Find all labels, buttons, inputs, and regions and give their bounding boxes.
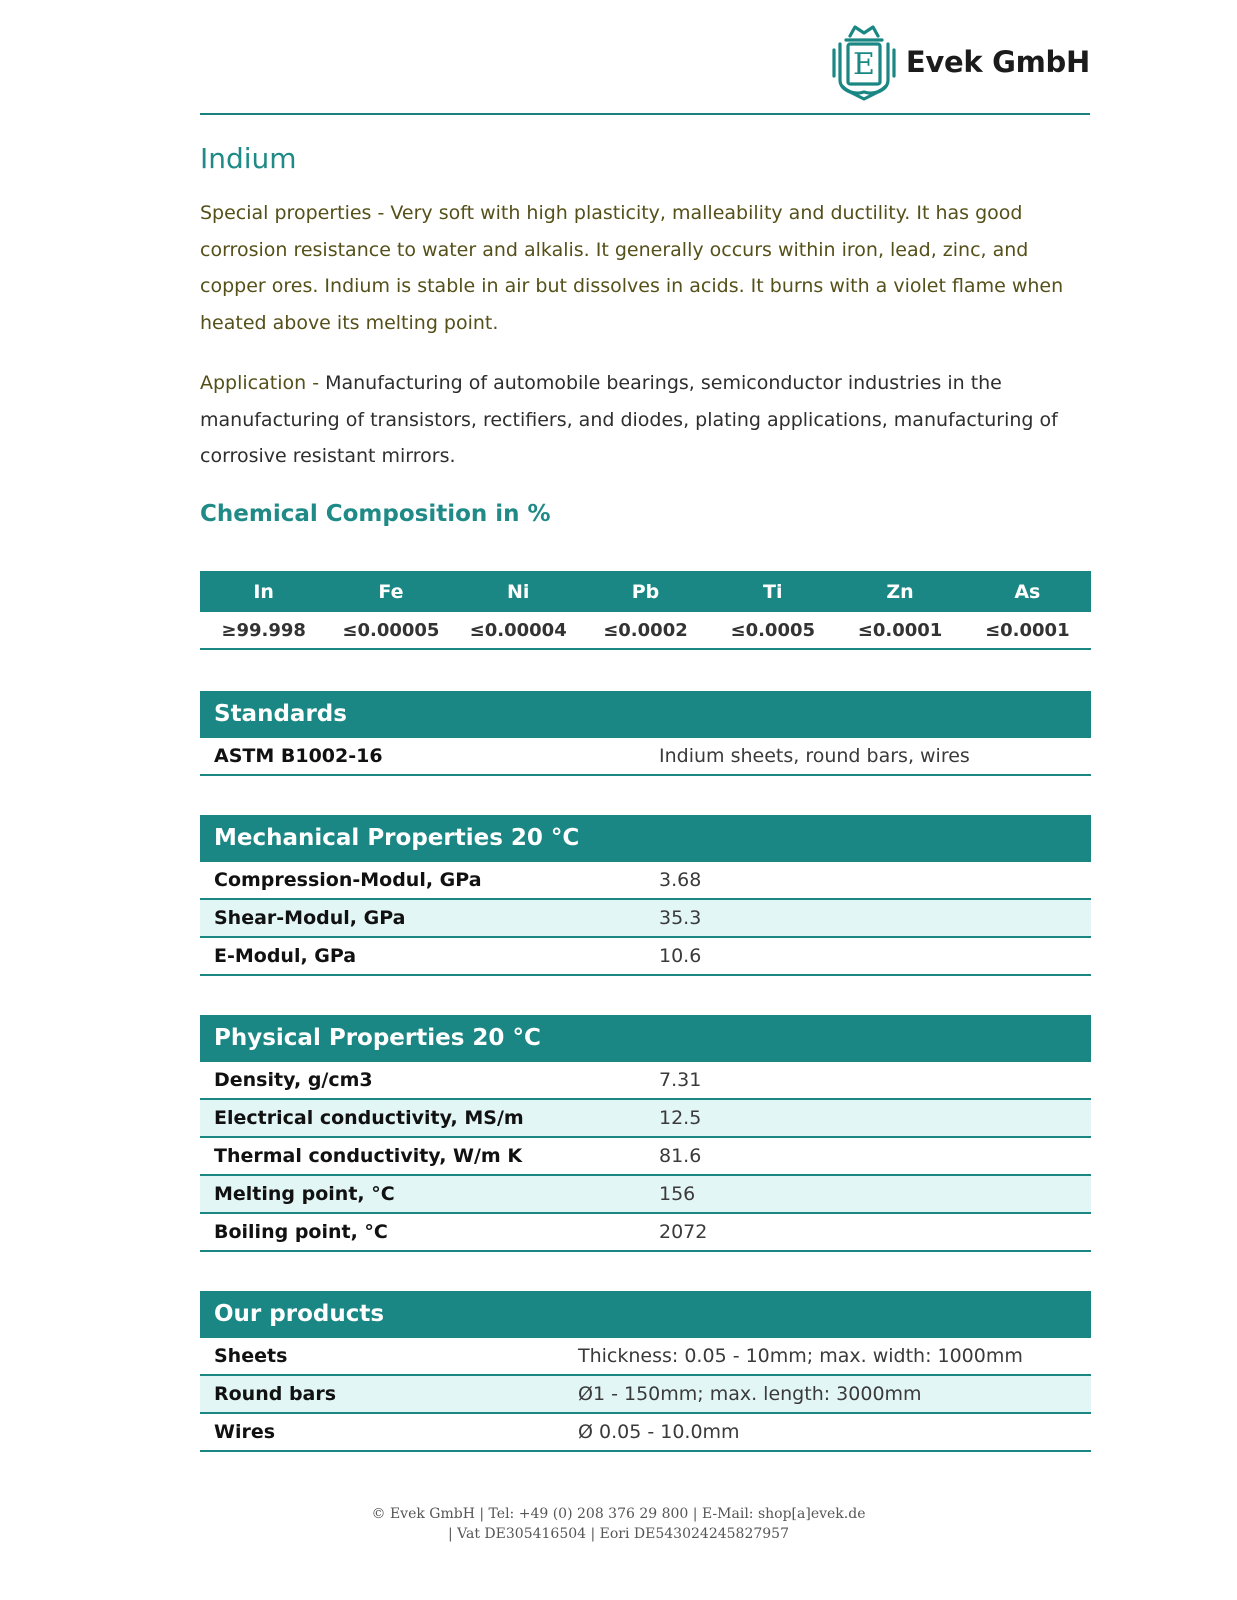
mechanical-properties-table (200, 815, 1091, 976)
application-text: Manufacturing of automobile bearings, semiconductor industries in the manufacturing of transistors, rectifiers, and diodes, plating applications, manufacturing of corrosive resistant mirrors. (200, 372, 1058, 467)
logo-letter: E (852, 47, 875, 82)
property-name: Boiling point, °C (200, 1213, 645, 1251)
property-value: 3.68 (645, 861, 1091, 899)
property-name: Compression-Modul, GPa (200, 861, 645, 899)
footer-registration-line: | Vat DE305416504 | Eori DE543024245827957 (448, 1526, 789, 1542)
element-header: Pb (582, 571, 709, 612)
page-title: Indium (200, 142, 297, 175)
element-value: ≤0.0005 (709, 612, 836, 649)
application-paragraph (200, 365, 1080, 475)
product-spec: Ø 0.05 - 10.0mm (564, 1413, 1091, 1451)
table-row (200, 899, 1091, 937)
mechanical-heading: Mechanical Properties 20 °C (200, 815, 1091, 861)
application-label: Application - (200, 372, 320, 394)
element-header: Fe (327, 571, 454, 612)
chemical-values-row (200, 612, 1091, 649)
property-value: 12.5 (645, 1099, 1091, 1137)
standard-description: Indium sheets, round bars, wires (645, 737, 1091, 775)
page-header (200, 20, 1090, 115)
element-header: Ni (455, 571, 582, 612)
physical-properties-table (200, 1015, 1091, 1252)
table-row (200, 1099, 1091, 1137)
element-value: ≤0.0001 (836, 612, 963, 649)
property-name: Thermal conductivity, W/m K (200, 1137, 645, 1175)
standard-code: ASTM B1002-16 (200, 737, 645, 775)
table-row (200, 1137, 1091, 1175)
special-properties-paragraph (200, 195, 1080, 341)
table-row (200, 1337, 1091, 1375)
property-name: Electrical conductivity, MS/m (200, 1099, 645, 1137)
product-name: Sheets (200, 1337, 564, 1375)
special-properties-label: Special properties (200, 202, 372, 224)
table-row (200, 1061, 1091, 1099)
property-value: 156 (645, 1175, 1091, 1213)
product-name: Wires (200, 1413, 564, 1451)
property-name: Density, g/cm3 (200, 1061, 645, 1099)
element-value: ≤0.00004 (455, 612, 582, 649)
standards-heading: Standards (200, 691, 1091, 737)
property-value: 81.6 (645, 1137, 1091, 1175)
element-header: Zn (836, 571, 963, 612)
element-value: ≥99.998 (200, 612, 327, 649)
property-name: Shear-Modul, GPa (200, 899, 645, 937)
property-value: 7.31 (645, 1061, 1091, 1099)
products-table (200, 1291, 1091, 1452)
element-header: As (964, 571, 1091, 612)
page-footer (0, 1504, 1237, 1544)
property-value: 2072 (645, 1213, 1091, 1251)
brand-name: Evek GmbH (905, 45, 1090, 79)
product-name: Round bars (200, 1375, 564, 1413)
standards-table (200, 691, 1091, 776)
element-value: ≤0.0001 (964, 612, 1091, 649)
chemical-header-row (200, 571, 1091, 612)
footer-contact-line: © Evek GmbH | Tel: +49 (0) 208 376 29 800 | E-Mail: shop[a]evek.de (371, 1506, 866, 1522)
table-row (200, 1213, 1091, 1251)
product-spec: Ø1 - 150mm; max. length: 3000mm (564, 1375, 1091, 1413)
property-value: 35.3 (645, 899, 1091, 937)
chemical-composition-table (200, 571, 1091, 650)
element-header: Ti (709, 571, 836, 612)
property-value: 10.6 (645, 937, 1091, 975)
property-name: Melting point, °C (200, 1175, 645, 1213)
table-row (200, 737, 1091, 775)
element-value: ≤0.00005 (327, 612, 454, 649)
chemical-composition-heading: Chemical Composition in % (200, 501, 551, 527)
products-heading: Our products (200, 1291, 1091, 1337)
header-divider (200, 113, 1090, 115)
table-row (200, 1375, 1091, 1413)
special-properties-text: - Very soft with high plasticity, malleability and ductility. It has good corrosion resistance to water and alkalis. It generally occurs within iron, lead, zinc, and copper ores. Indium is stable in air but dissolves in acids. It burns with a violet flame when heated above its melting point. (200, 202, 1064, 334)
element-header: In (200, 571, 327, 612)
product-spec: Thickness: 0.05 - 10mm; max. width: 1000mm (564, 1337, 1091, 1375)
table-row (200, 937, 1091, 975)
property-name: E-Modul, GPa (200, 937, 645, 975)
table-row (200, 1175, 1091, 1213)
physical-heading: Physical Properties 20 °C (200, 1015, 1091, 1061)
table-row (200, 861, 1091, 899)
crest-icon (828, 22, 900, 102)
table-row (200, 1413, 1091, 1451)
element-value: ≤0.0002 (582, 612, 709, 649)
company-logo[interactable] (828, 22, 1090, 102)
